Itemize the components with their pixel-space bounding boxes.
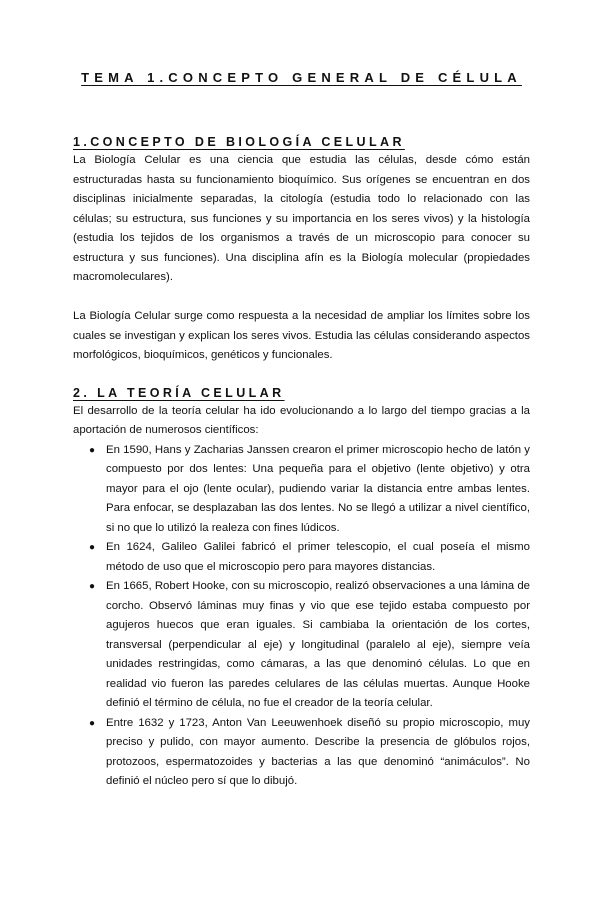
section-heading-teoria: 2. LA TEORÍA CELULAR bbox=[73, 385, 285, 400]
document-title: TEMA 1.CONCEPTO GENERAL DE CÉLULA bbox=[81, 70, 522, 85]
bullet-icon: ● bbox=[89, 542, 96, 553]
section-concepto bbox=[73, 133, 530, 366]
bullet-icon: ● bbox=[89, 581, 96, 592]
list-item-text: En 1624, Galileo Galilei fabricó el primer telescopio, el cual poseía el mismo método de uso que el microscopio pero para mayores distancias. bbox=[106, 541, 530, 573]
list-item-text: En 1665, Robert Hooke, con su microscopio, realizó observaciones a una lámina de corcho. Observó láminas muy finas y vio que ese tejido estaba compuesto por agujeros huecos que eran iguales. Si cambiaba la orientación de los cortes, transversal (perpendicular al eje) y longitudinal (paralelo al eje), siempre veía unidades restringidas, como cámaras, a las que denominó células. Lo que en realidad vio fueron las paredes celulares de las células muertas. Aunque Hooke definió el término de célula, no fue el creador de la teoría celular. bbox=[106, 580, 530, 709]
bullet-icon: ● bbox=[89, 717, 96, 729]
document-page bbox=[0, 70, 600, 918]
list-item bbox=[89, 577, 530, 714]
section-heading-concepto: 1.CONCEPTO DE BIOLOGÍA CELULAR bbox=[73, 135, 405, 149]
paragraph-definicion: La Biología Celular es una ciencia que estudia las células, desde cómo están estructuradas hasta su funcionamiento bioquímico. Sus orígenes se encuentran en dos disciplinas inicialmente separadas, la citología (estudia todo lo relacionado con las células; su estructura, sus funciones y su importancia en los seres vivos) y la histología (estudia los tejidos de los organismos a través de un microscopio para conocer su estructura y sus funciones). Una disciplina afín es la Biología molecular (propiedades macromoleculares). bbox=[73, 154, 530, 283]
paragraph-intro-teoria: El desarrollo de la teoría celular ha ido evolucionando a lo largo del tiempo gracias a la aportación de numerosos científicos: bbox=[73, 404, 530, 436]
bullet-icon: ● bbox=[89, 444, 96, 456]
list-item bbox=[89, 714, 530, 792]
list-item bbox=[89, 538, 530, 577]
list-item-text: En 1590, Hans y Zacharias Janssen crearon el primer microscopio hecho de latón y compuesto por dos lentes: Una pequeña para el objetivo (lente objetivo) y otra mayor para el ojo (lente ocular), pudiendo variar la distancia entre ambas lentes. Para enfocar, se desplazaban las dos lentes. No se llegó a utilizar a nivel científico, si no que lo utilizó la realeza con fines lúdicos. bbox=[106, 443, 530, 534]
section-teoria-celular bbox=[73, 384, 530, 792]
paragraph-surgimiento: La Biología Celular surge como respuesta a la necesidad de ampliar los límites sobre los cuales se investigan y explican los seres vivos. Estudia las células considerando aspectos morfológicos, bioquímicos, genéticos y funcionales. bbox=[73, 310, 530, 361]
history-bullet-list bbox=[73, 441, 530, 792]
list-item-text: Entre 1632 y 1723, Anton Van Leeuwenhoek diseñó su propio microscopio, muy preciso y pulido, con mayor aumento. Describe la presencia de glóbulos rojos, protozoos, espermatozoides y bacterias a las que denominó “animáculos”. No definió el núcleo pero sí que lo dibujó. bbox=[106, 716, 530, 787]
list-item bbox=[89, 441, 530, 539]
